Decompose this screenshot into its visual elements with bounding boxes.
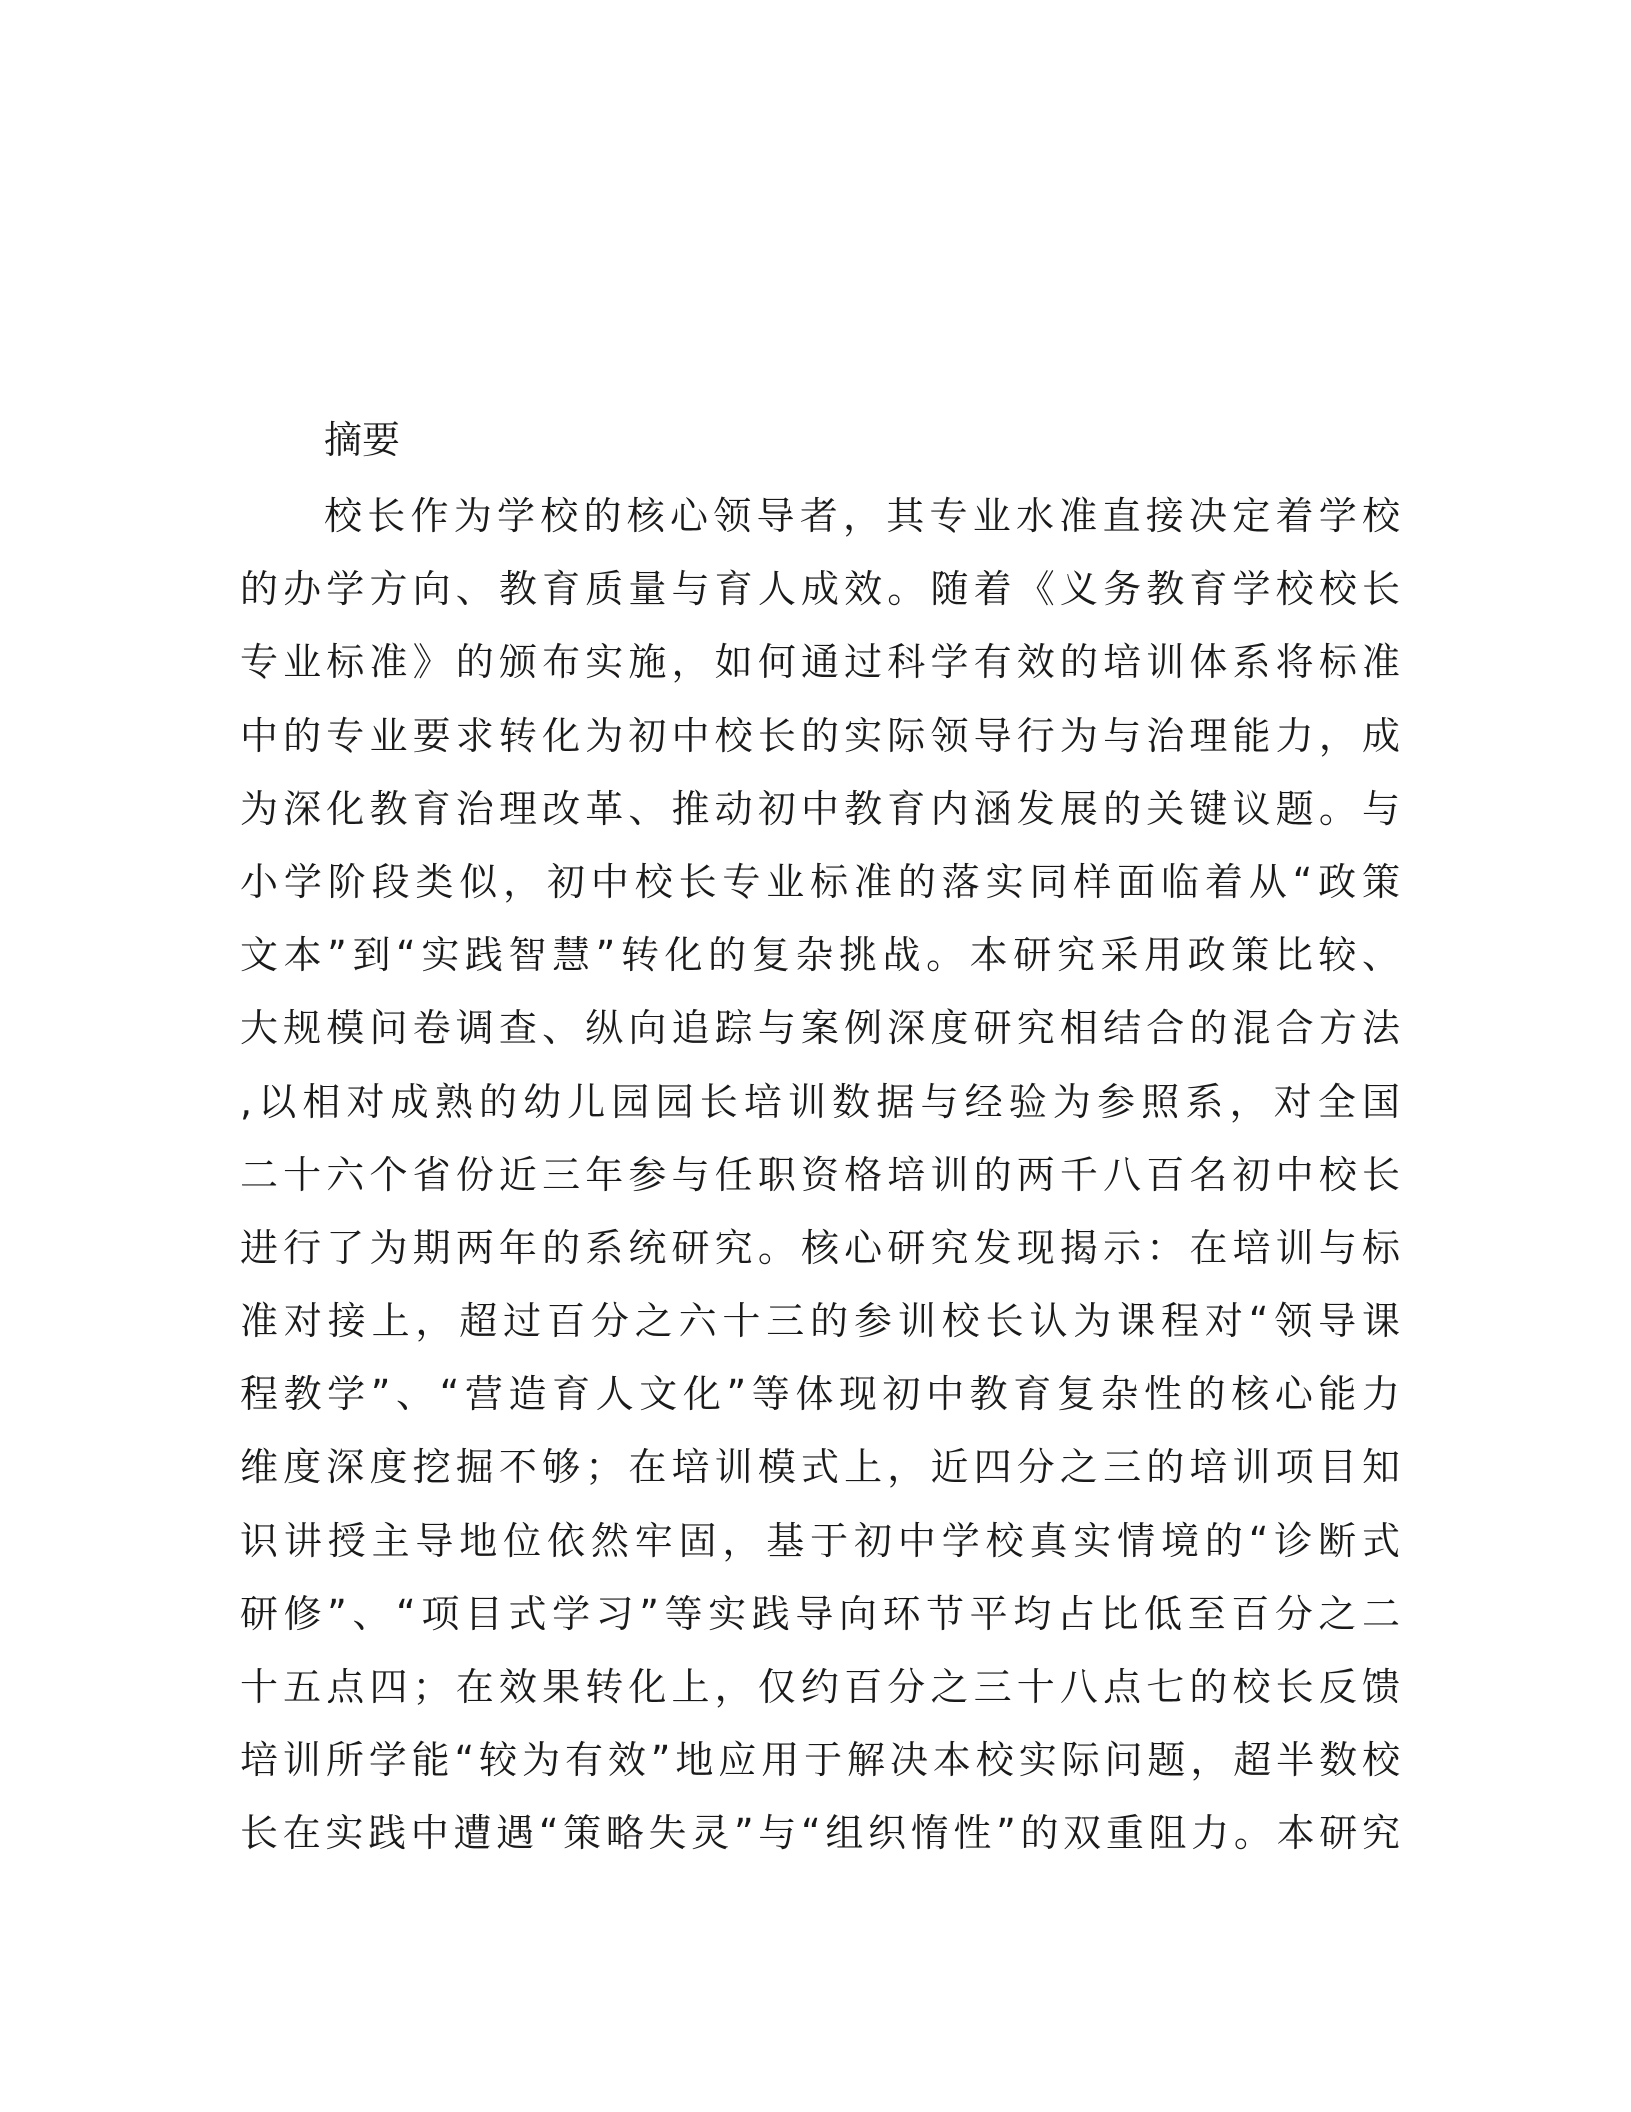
paragraph-line: 为深化教育治理改革、推动初中教育内涵发展的关键议题。与 [240, 786, 1400, 831]
paragraph-line: 的办学方向、教育质量与育人成效。随着《义务教育学校校长 [240, 567, 1400, 612]
paragraph-line: 校长作为学校的核心领导者，其专业水准直接决定着学校 [324, 494, 1400, 538]
paragraph-line: 十五点四；在效果转化上，仅约百分之三十八点七的校长反馈 [240, 1665, 1400, 1709]
abstract-heading: 摘要 [324, 418, 401, 462]
paragraph-line: 专业标准》的颁布实施，如何通过科学有效的培训体系将标准 [240, 640, 1400, 685]
paragraph-line: 长在实践中遭遇“策略失灵”与“组织惰性”的双重阻力。本研究 [240, 1811, 1400, 1856]
paragraph-line: ,以相对成熟的幼儿园园长培训数据与经验为参照系，对全国 [240, 1079, 1400, 1124]
paragraph-line: 培训所学能“较为有效”地应用于解决本校实际问题，超半数校 [240, 1738, 1400, 1783]
paragraph-line: 小学阶段类似，初中校长专业标准的落实同样面临着从“政策 [240, 859, 1400, 904]
paragraph-line: 进行了为期两年的系统研究。核心研究发现揭示：在培训与标 [240, 1225, 1400, 1270]
paragraph-line: 识讲授主导地位依然牢固，基于初中学校真实情境的“诊断式 [240, 1518, 1400, 1563]
paragraph-line: 研修”、“项目式学习”等实践导向环节平均占比低至百分之二 [240, 1591, 1400, 1636]
paragraph-line: 程教学”、“营造育人文化”等体现初中教育复杂性的核心能力 [240, 1372, 1400, 1417]
paragraph-line: 中的专业要求转化为初中校长的实际领导行为与治理能力，成 [240, 713, 1400, 758]
paragraph-line: 文本”到“实践智慧”转化的复杂挑战。本研究采用政策比较、 [240, 933, 1400, 978]
paragraph-line: 二十六个省份近三年参与任职资格培训的两千八百名初中校长 [240, 1152, 1400, 1197]
paragraph-line: 准对接上，超过百分之六十三的参训校长认为课程对“领导课 [240, 1299, 1400, 1344]
paragraph-line: 大规模问卷调查、纵向追踪与案例深度研究相结合的混合方法 [240, 1006, 1400, 1051]
paragraph-line: 维度深度挖掘不够；在培训模式上，近四分之三的培训项目知 [240, 1445, 1400, 1490]
abstract-paragraph [240, 480, 1400, 1871]
